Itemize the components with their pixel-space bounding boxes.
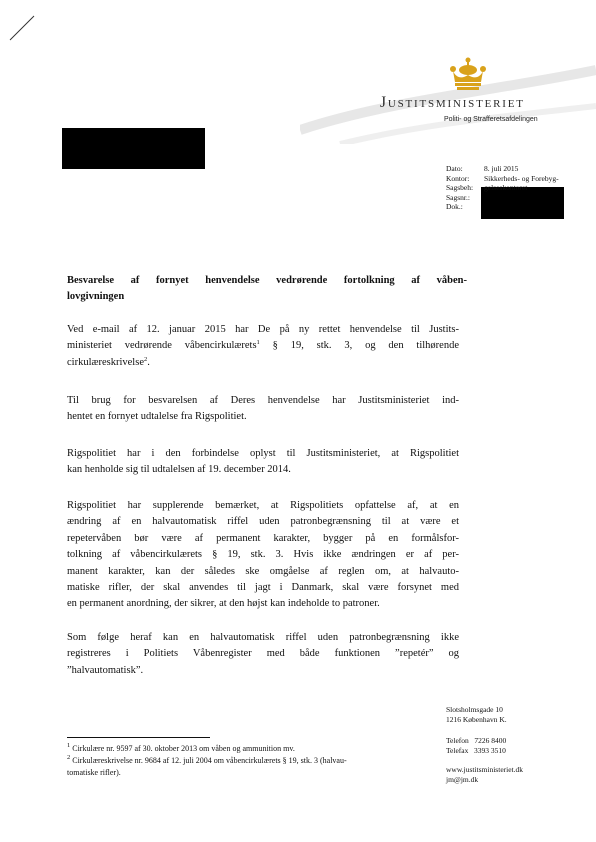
meta-value-office-cont: gelseskontoret xyxy=(484,183,528,192)
p4-line-6: matiske rifler, der skal anvendes til jagt i Danmark, skal være forsynet med xyxy=(67,582,459,594)
address-fax: Telefax 3393 3510 xyxy=(446,746,506,755)
p5-line-2: registreres i Politiets Våbenregister med både funktionen ”repetér” og xyxy=(67,648,459,660)
address-phone: Telefon 7226 8400 xyxy=(446,736,507,745)
p3-line-2: kan henholde sig til udtalelsen af 19. december 2014. xyxy=(67,464,291,476)
p4-line-7: en permanent anordning, der sikrer, at den højst kan indeholde to patroner. xyxy=(67,598,380,610)
p4-line-4: tolkning af våbencirkulærets § 19, stk. 3. Hvis ikke ændringen er af per- xyxy=(67,549,459,561)
footnote-2-text: Cirkulæreskrivelse nr. 9684 af 12. juli 2004 om våbencirkulærets § 19, stk. 3 (halvau- xyxy=(70,756,347,765)
footnote-ref-2: 2 xyxy=(143,355,148,363)
crown-logo-icon xyxy=(448,56,488,92)
letter-subject xyxy=(67,273,467,305)
p1-line-2-a: ministeriet vedrørende våbencirkulærets xyxy=(67,340,257,352)
footnote-1-number: 1 xyxy=(67,742,71,749)
footnotes xyxy=(67,743,447,779)
meta-labels xyxy=(446,164,473,212)
p1-line-2-b: § 19, stk. 3, og den tilhørende xyxy=(259,340,459,352)
p2-line-2: hentet en fornyet udtalelse fra Rigspolitiet. xyxy=(67,411,247,423)
footnote-2 xyxy=(67,755,447,767)
paragraph-2 xyxy=(67,393,459,426)
p4-line-5: manent karakter, kan der således ske omgåelse af reglen om, at halvauto- xyxy=(67,565,459,577)
meta-value-date: 8. juli 2015 xyxy=(484,164,519,173)
redacted-recipient-block xyxy=(62,128,205,169)
footnote-2-cont xyxy=(67,767,447,779)
meta-value-office: Sikkerheds- og Forebyg- xyxy=(484,173,559,183)
footnote-divider xyxy=(67,737,210,738)
subject-line-2: lovgivningen xyxy=(67,291,125,302)
p5-line-3: ”halvautomatisk”. xyxy=(67,664,144,676)
footnote-1 xyxy=(67,743,447,755)
paragraph-1 xyxy=(67,322,459,371)
footnote-ref-1: 1 xyxy=(256,339,260,347)
p4-line-3: repetervåben bør være af permanent karakter, bygger på en formålsfor- xyxy=(67,532,459,544)
meta-values xyxy=(484,164,559,193)
pen-mark-icon xyxy=(8,14,36,42)
p4-line-1: Rigspolitiet har supplerende bemærket, at Rigspolitiets opfattelse af, at en xyxy=(67,500,459,511)
meta-label-doc: Dok.: xyxy=(446,202,463,211)
p2-line-1: Til brug for besvarelsen af Deres henvendelse har Justitsministeriet ind- xyxy=(67,395,459,406)
footnote-2-text-cont: tomatiske rifler). xyxy=(67,768,121,777)
p1-line-3 xyxy=(67,355,459,371)
footnote-2-number: 2 xyxy=(67,754,71,761)
meta-label-case-no: Sagsnr.: xyxy=(446,192,470,202)
p1-line-2 xyxy=(67,338,459,354)
ministry-logo-text: Justitsministeriet xyxy=(380,94,525,111)
department-name: Politi- og Strafferetsafdelingen xyxy=(444,116,538,123)
meta-label-date: Dato: xyxy=(446,164,463,173)
p1-line-1: Ved e-mail af 12. januar 2015 har De på ny rettet henvendelse til Justits- xyxy=(67,324,459,335)
address-website: www.justitsministeriet.dk xyxy=(446,765,524,774)
paragraph-3 xyxy=(67,446,459,479)
meta-label-handler: Sagsbeh: xyxy=(446,183,474,192)
meta-label-office: Kontor: xyxy=(446,173,470,183)
address-street: Slotsholmsgade 10 xyxy=(446,705,503,714)
subject-line-1: Besvarelse af fornyet henvendelse vedrørende fortolkning af våben- xyxy=(67,275,467,286)
address-email: jm@jm.dk xyxy=(446,775,479,784)
p1-line-3-a: cirkulæreskrivelse xyxy=(67,356,144,368)
p3-line-1: Rigspolitiet har i den forbindelse oplyst til Justitsministeriet, at Rigspolitiet xyxy=(67,448,459,459)
paragraph-5 xyxy=(67,630,459,679)
footnote-1-text: Cirkulære nr. 9597 af 30. oktober 2013 om våben og ammunition mv. xyxy=(70,744,295,753)
p1-line-3-b: . xyxy=(147,356,150,368)
paragraph-4 xyxy=(67,498,459,613)
address-city: 1216 København K. xyxy=(446,715,507,724)
p5-line-1: Som følge heraf kan en halvautomatisk riffel uden patronbegrænsning ikke xyxy=(67,632,459,643)
p4-line-2: ændring af en halvautomatisk riffel uden patronbegrænsning til at være et xyxy=(67,516,459,528)
